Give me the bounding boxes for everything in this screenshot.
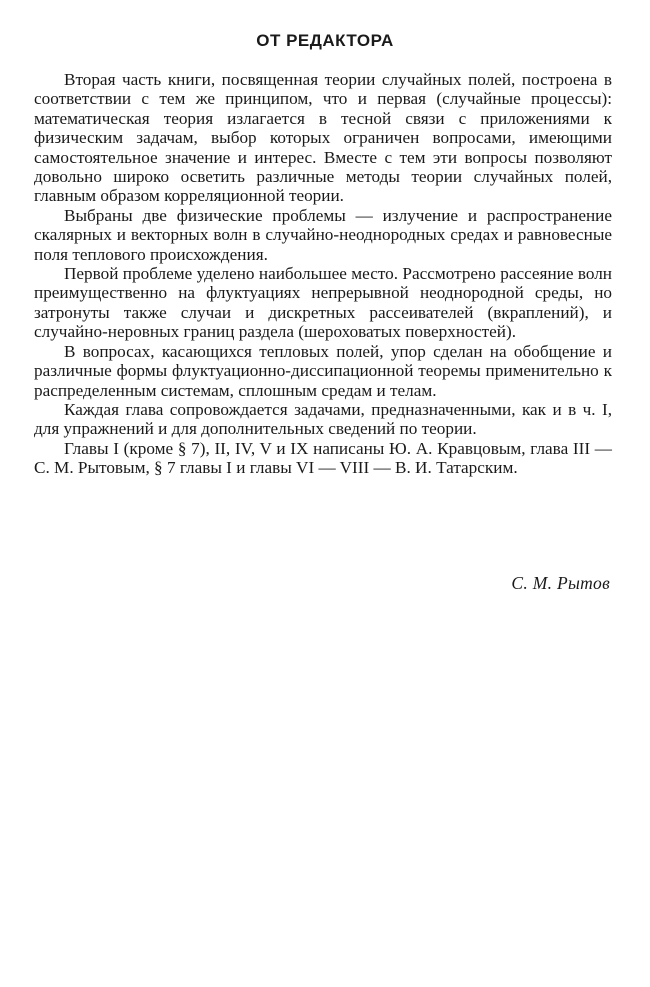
preface-body <box>34 70 612 478</box>
paragraph: Первой проблеме уделено наибольшее место. Рассмотрено рассеяние волн преимущественно на флуктуациях непрерывной неоднородной среды, но затронуты также случаи и дискретных рассеивателей (вкраплений), и случайно-неровных границ раздела (шероховатых поверхностей). <box>34 264 612 342</box>
paragraph: Выбраны две физические проблемы — излучение и распространение скалярных и векторных волн в случайно-неоднородных средах и равновесные поля теплового происхождения. <box>34 205 612 264</box>
page-title: ОТ РЕДАКТОРА <box>256 31 394 50</box>
paragraph: Каждая глава сопровождается задачами, предназначенными, как и в ч. I, для упражнений и для дополнительных сведений по теории. <box>34 399 612 439</box>
paragraph: Вторая часть книги, посвященная теории случайных полей, построена в соответствии с тем же принципом, что и первая (случайные процессы): математическая теория излагается в тесной связи с приложениями к физическим задачам, выбор которых ограничен вопросами, имеющими самостоятельное значение и интерес. Вместе с тем эти вопросы позволяют довольно широко осветить различные методы теории случайных полей, главным образом корреляционной теории. <box>34 70 612 206</box>
editor-signature: С. М. Рытов <box>511 573 610 593</box>
paragraph: В вопросах, касающихся тепловых полей, упор сделан на обобщение и различные формы флуктуационно-диссипационной теоремы применительно к распределенным системам, сплошным средам и телам. <box>34 341 612 400</box>
paragraph: Главы I (кроме § 7), II, IV, V и IX написаны Ю. А. Кравцовым, глава III — С. М. Рытовым, § 7 главы I и главы VI — VIII — В. И. Татарским. <box>34 438 612 478</box>
